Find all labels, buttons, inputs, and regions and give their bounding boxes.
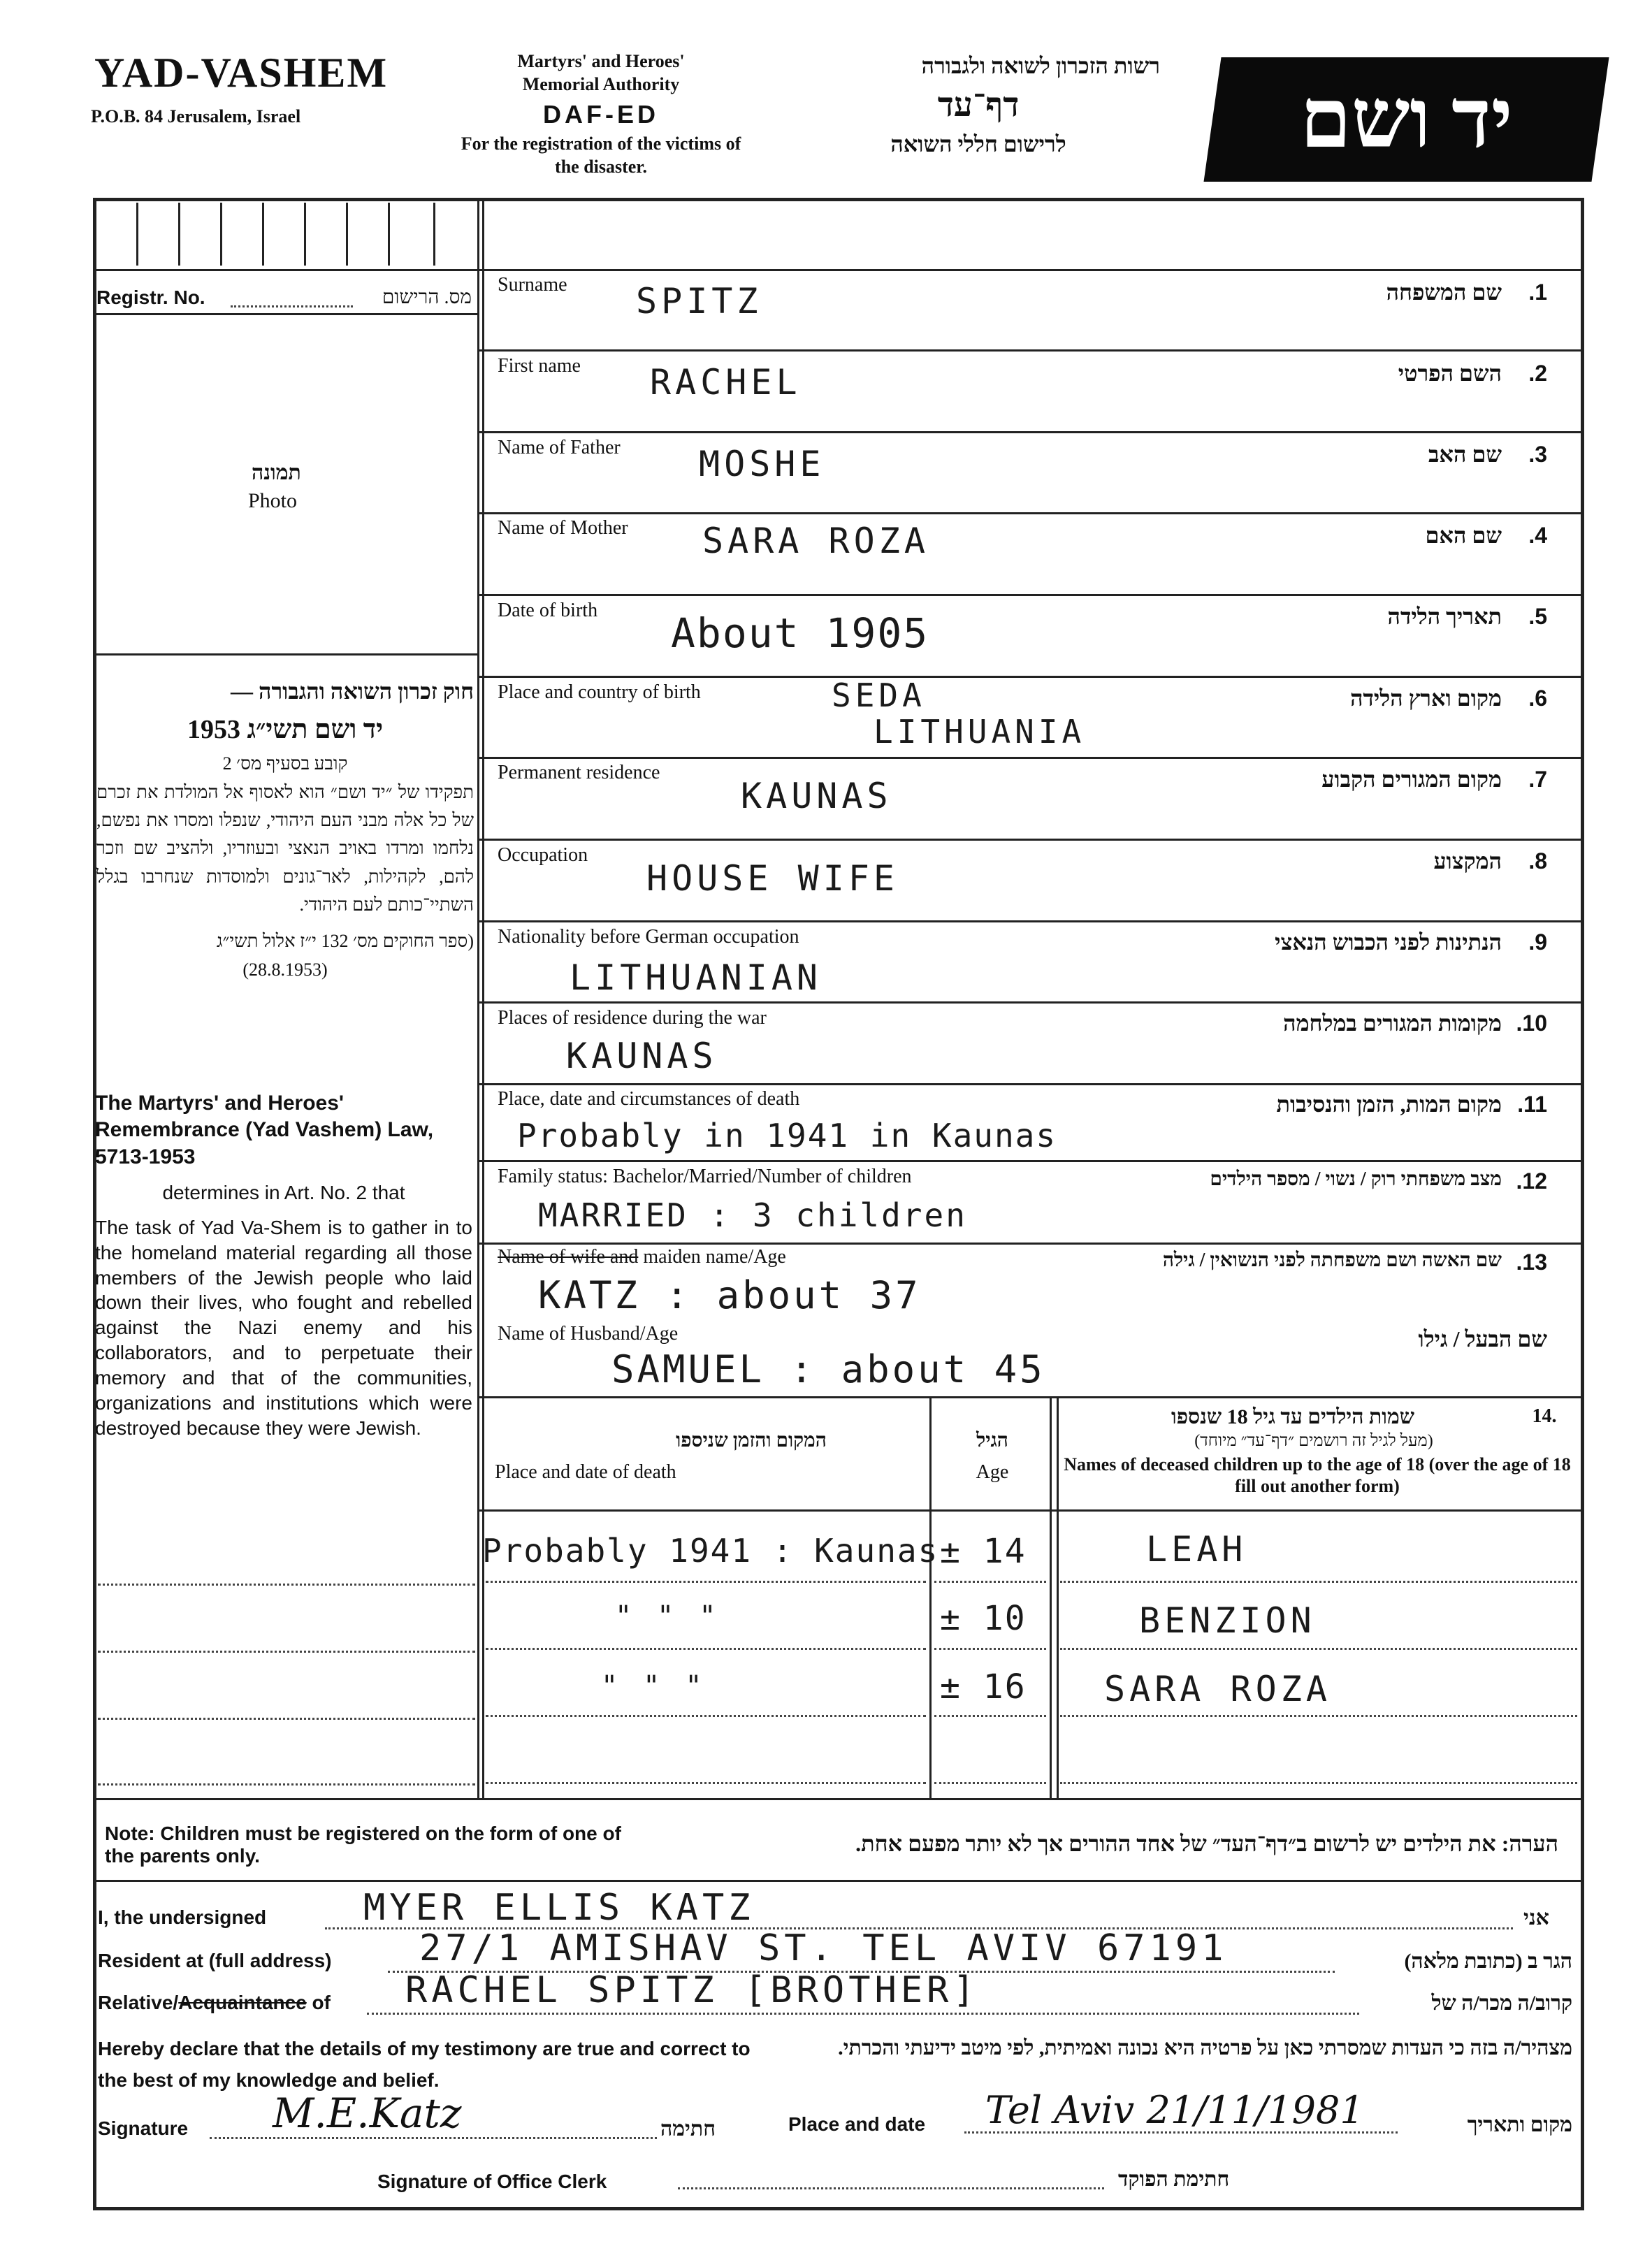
field-12-number: 12. [1516,1168,1547,1194]
field-5-number: 5. [1528,604,1547,629]
field-9-number: 9. [1528,929,1547,955]
birthplace-label: Place and country of birth [498,681,701,703]
child-1-place[interactable]: Probably 1941 : Kaunas [482,1532,939,1570]
occupation-label-he: המקצוע [1433,848,1502,874]
nationality-value[interactable]: LITHUANIAN [570,957,823,998]
law-title-en: The Martyrs' and Heroes' Remembrance (Yad Vashem) Law, 5713-1953 [95,1092,434,1168]
date-of-birth-label: Date of birth [498,600,598,621]
nationality-label-he: הנתינות לפני הכבוש הנאצי [1275,929,1502,955]
wife-name-label-he: שם האשה ושם משפחתה לפני הנשואין / גילה [1162,1249,1502,1271]
field-8-number: 8. [1528,848,1547,874]
occupation-label: Occupation [498,844,588,866]
place-date-label: Place and date [788,2113,926,2135]
death-circumstances-value[interactable]: Probably in 1941 in Kaunas [517,1117,1057,1154]
law-determines-en: determines in Art. No. 2 that [162,1182,405,1204]
date-of-birth-label-he: תאריך הלידה [1387,604,1502,629]
wartime-residence-label: Places of residence during the war [498,1007,767,1029]
field-6-number: 6. [1528,686,1547,711]
family-status-label-he: מצב משפחתי רוק / נשוי / מספר הילדים [1210,1168,1502,1190]
husband-name-label-he: שם הבעל / גילו [1418,1326,1547,1352]
authority-he: רשות הזכרון לשואה ולגבורה [921,53,1160,78]
field-2-number: 2. [1528,361,1547,386]
law-text-hebrew [96,674,474,984]
birthplace-label-he: מקום וארץ הלידה [1350,686,1502,711]
first-name-value[interactable]: RACHEL [650,362,802,403]
form-name-en: DAF-ED [543,100,659,129]
office-clerk-label-he: חתימת הפוקד [1118,2168,1230,2191]
surname-label: Surname [498,274,567,296]
mother-name-label-he: שם האם [1425,523,1502,548]
undersigned-label: I, the undersigned [98,1906,267,1928]
note-english: Note: Children must be registered on the form of one of the parents only. [105,1823,621,1867]
nationality-label: Nationality before German occupation [498,926,799,948]
relative-label-tail: of [306,1992,331,2013]
mother-name-label: Name of Mother [498,517,628,539]
org-address: P.O.B. 84 Jerusalem, Israel [91,106,301,126]
residence-label: Permanent residence [498,762,660,783]
field-3-number: 3. [1528,442,1547,467]
field-13-number: 13. [1516,1249,1547,1275]
law-title-he: חוק זכרון השואה והגבורה — [231,679,474,704]
birth-country-value[interactable]: LITHUANIA [874,713,1086,751]
signature-label: Signature [98,2117,189,2139]
header-hebrew [797,50,1160,160]
field-14-number: 14. [1532,1405,1557,1427]
col-age-en: Age [976,1461,1009,1483]
registration-number-field[interactable] [231,305,353,307]
field-10-number: 10. [1516,1011,1547,1036]
residence-label-he: מקום המגורים הקבוע [1321,767,1502,792]
first-name-label: First name [498,355,581,377]
law-body-en: The task of Yad Va-Shem is to gather in to the homeland material regarding all those members of the Jewish people who laid down their lives, who fought and rebelled against the Nazi enemy and his collaborators, and to perpetuate their memory and that of the communities, organizations and institutions which were destroyed because they were Jewish. [95,1217,472,1439]
purpose-en: For the registration of the victims of the disaster. [461,133,741,177]
relative-label-text: Relative/ [98,1992,179,2013]
resident-label-he: הגר ב (כתובת מלאה) [1404,1950,1572,1973]
surname-value[interactable]: SPITZ [636,281,762,321]
husband-name-value[interactable]: SAMUEL : about 45 [611,1347,1045,1391]
signature-value[interactable]: M.E.Katz [273,2089,462,2137]
col-age-he: הגיל [976,1430,1008,1451]
wartime-residence-label-he: מקומות המגורים במלחמה [1283,1011,1502,1036]
place-date-value[interactable]: Tel Aviv 21/11/1981 [985,2088,1364,2132]
form-name-he: דף־עד [937,86,1020,124]
child-3-name[interactable]: SARA ROZA [1104,1669,1331,1709]
logo-text: יד ושם [1300,73,1513,165]
field-1-number: 1. [1528,280,1547,305]
occupation-value[interactable]: HOUSE WIFE [646,858,899,899]
photo-label-en: Photo [248,489,298,512]
birthplace-value[interactable]: SEDA [832,676,926,714]
father-name-label: Name of Father [498,437,621,458]
col-names-he-note: (מעל לגיל זה רושמים ״דף־עד״ מיוחד) [1194,1432,1433,1450]
surname-label-he: שם המשפחה [1386,280,1502,305]
law-date: (28.8.1953) [242,959,328,980]
registration-number-label: Registr. No. [96,287,205,308]
child-1-name[interactable]: LEAH [1146,1529,1247,1570]
child-2-place[interactable]: " " " [615,1600,720,1632]
relative-value[interactable]: RACHEL SPITZ [BROTHER] [405,1969,979,2011]
wartime-residence-value[interactable]: KAUNAS [566,1036,718,1076]
family-status-value[interactable]: MARRIED : 3 children [538,1196,967,1234]
maiden-name-label: maiden name/Age [643,1246,786,1268]
family-status-label: Family status: Bachelor/Married/Number of children [498,1166,912,1187]
law-text-english [95,1090,472,1440]
field-11-number: 11. [1517,1092,1547,1117]
child-1-age[interactable]: ± 14 [940,1532,1027,1571]
death-circumstances-label: Place, date and circumstances of death [498,1088,800,1110]
first-name-label-he: השם הפרטי [1398,361,1502,386]
header-center [433,50,769,178]
field-4-number: 4. [1528,523,1547,548]
husband-name-label: Name of Husband/Age [498,1323,679,1345]
wife-name-value[interactable]: KATZ : about 37 [538,1273,921,1317]
field-7-number: 7. [1528,767,1547,792]
col-names-en: Names of deceased children up to the age of 18 (over the age of 18 fill out another form) [1064,1454,1571,1497]
residence-value[interactable]: KAUNAS [741,776,892,816]
note-hebrew: הערה: את הילדים יש לרשום ב״דף־העד״ של אחד ההורים אך לא יותר מפעם אחת. [855,1831,1558,1856]
acquaintance-label-struck: Acquaintance [178,1992,307,2013]
signature-label-he: חתימה [660,2117,716,2141]
resident-value[interactable]: 27/1 AMISHAV ST. TEL AVIV 67191 [419,1927,1228,1969]
law-body-he: תפקידו של ״יד ושם״ הוא לאסוף אל המולדת את זכרם של כל אלה מבני העם היהודי, שנפלו ומסרו את נפשם, נלחמו ומרדו באויב הנאצי ובעוזריו, ולהציב שם וזכר להם, לקהילות, לאר־גונים ולמוסדות שנחרבו בגלל השתיי־כותם לעם היהודי. [96,781,474,915]
resident-label: Resident at (full address) [98,1950,332,1971]
wife-name-label [498,1246,786,1268]
photo-label-he: תמונה [252,461,301,484]
father-name-label-he: שם האב [1428,442,1502,467]
father-name-value[interactable]: MOSHE [699,444,825,484]
col-place-he: המקום והזמן שניספו [676,1430,827,1451]
col-names-he: שמות הילדים עד גיל 18 שנספו [1171,1405,1414,1428]
relative-label [98,1992,331,2014]
mother-name-value[interactable]: SARA ROZA [702,521,929,561]
place-date-label-he: מקום ותאריך [1467,2113,1572,2136]
office-clerk-label: Signature of Office Clerk [377,2171,607,2192]
child-3-place[interactable]: " " " [601,1670,707,1702]
col-place-en: Place and date of death [495,1461,676,1483]
purpose-he: לרישום חללי השואה [890,131,1066,157]
hereby-declare-he: מצהיר/ה בזה כי העדות שמסרתי כאן על פרטיה היא נכונה ואמיתית, לפי מיטב ידיעתי והכרתי. [838,2036,1572,2059]
undersigned-label-he: אני [1523,1906,1549,1929]
org-title: YAD-VASHEM [94,50,389,96]
law-subtitle-he: יד ושם תשי״ג 1953 [187,714,384,744]
date-of-birth-value[interactable]: About 1905 [671,609,929,657]
undersigned-value[interactable]: MYER ELLIS KATZ [363,1887,755,1929]
relative-label-he: קרוב/ה מכר/ה של [1431,1992,1572,2015]
law-ref-he: (ספר החוקים מס׳ 132 י״ז אלול תשי״ג [216,931,474,952]
wife-label-struck: Name of wife and [498,1246,639,1268]
authority-en: Martyrs' and Heroes' Memorial Authority [517,51,685,94]
child-2-name[interactable]: BENZION [1139,1600,1316,1641]
child-2-age[interactable]: ± 10 [940,1599,1027,1638]
law-section-he: קובע בסעיף מס׳ 2 [222,753,348,774]
death-circumstances-label-he: מקום המות, הזמן והנסיבות [1276,1092,1502,1117]
registration-number-label-he: מס. הרישום [382,287,472,308]
child-3-age[interactable]: ± 16 [940,1667,1027,1707]
hereby-declare-en: Hereby declare that the details of my testimony are true and correct to the best of my knowledge and belief. [98,2038,751,2091]
